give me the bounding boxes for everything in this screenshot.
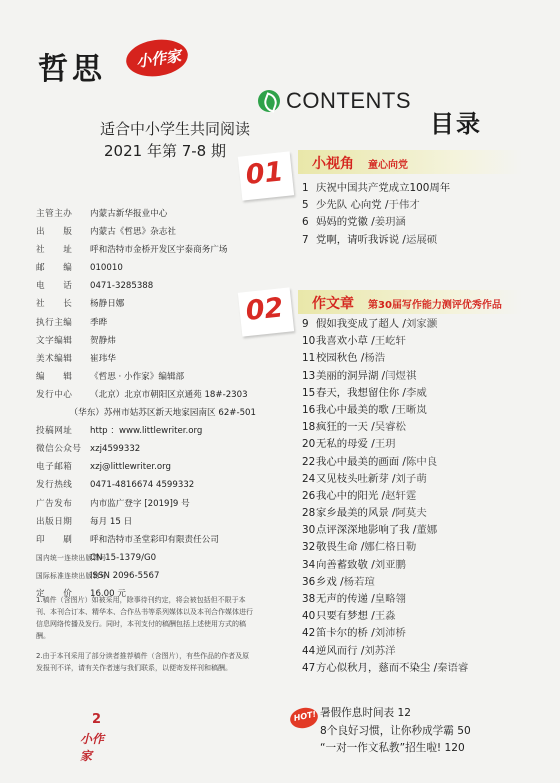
imprint-value: xzj@littlewriter.org (90, 462, 171, 473)
imprint-label: 投稿网址 (36, 426, 73, 437)
imprint-row (36, 223, 256, 241)
imprint-row (36, 531, 256, 549)
article-author: 李威 (405, 386, 427, 399)
article-page: 42 (302, 627, 316, 640)
logo-badge (124, 36, 190, 80)
article-title: 我心中的阳光 / (316, 489, 386, 502)
imprint-label: 主管主办 (36, 209, 73, 219)
section-header-bar (298, 290, 522, 314)
article-page: 18 (302, 421, 316, 434)
section-number-badge (238, 151, 294, 200)
article-title: 笛卡尔的桥 / (316, 627, 375, 640)
imprint-value: 0471-4816674 4599332 (90, 480, 195, 491)
imprint-label: 电 话 (36, 281, 73, 292)
imprint-value: 《哲思 · 小作家》编辑部 (90, 371, 185, 382)
imprint-label: 定 价 (36, 588, 73, 599)
imprint-value: （华东）苏州市姑苏区新天地家园南区 62#-501 (69, 408, 256, 419)
imprint-label: 文字编辑 (36, 335, 73, 346)
article-author: 陈中良 (405, 455, 438, 468)
imprint-row (36, 259, 256, 277)
magazine-subtitle: 适合中小学生共同阅读 (100, 120, 251, 138)
article-page: 32 (302, 541, 316, 554)
section-header-bar (298, 150, 522, 174)
contents-title-cn: 目录 (430, 110, 482, 138)
article-entry[interactable] (298, 419, 528, 436)
article-author: 杨浩 (364, 352, 386, 365)
article-author: 赵轩霆 (385, 489, 417, 502)
imprint-row (36, 386, 256, 404)
article-author: 姜玥涵 (374, 216, 406, 229)
article-page: 10 (302, 335, 316, 348)
imprint-row (36, 440, 256, 458)
article-page: 36 (302, 575, 316, 588)
imprint-value: 季晔 (90, 317, 108, 328)
hot-badge (288, 705, 320, 730)
article-entry[interactable] (298, 539, 528, 556)
imprint-row (36, 332, 256, 350)
article-author: 吴睿松 (374, 421, 406, 434)
article-page: 6 (302, 216, 309, 229)
article-entry[interactable] (298, 660, 528, 677)
article-author: 闫煜祺 (385, 369, 417, 382)
article-author: 刘苏洋 (364, 644, 396, 657)
article-title: 假如我变成了超人 / (316, 318, 406, 330)
article-page: 47 (302, 661, 316, 674)
imprint-row (36, 205, 256, 223)
article-entry[interactable] (298, 333, 528, 350)
article-entry[interactable] (298, 232, 528, 249)
article-author: 王晰岚 (395, 403, 427, 416)
article-title: 妈妈的党徽 / (316, 216, 375, 229)
imprint-row (36, 368, 256, 386)
article-title: 我喜欢小草 / (316, 335, 375, 348)
article-author: 董娜 (416, 524, 438, 537)
note-1: 1.稿件（含图片）如被采用，除事待刊约定，将会被包括但不限于本刊、本刊合订本、精华本、合作丛书等系列媒体以及本刊合作媒体进行信息网络传播及发行。同时，本刊支付的稿酬包括上述使用方式的稿酬。 (36, 596, 253, 640)
article-page: 38 (302, 593, 316, 605)
article-entry[interactable] (298, 488, 528, 505)
article-title: 无声的传递 / (316, 593, 375, 605)
article-author: 阿莫夫 (395, 507, 427, 520)
section-title: 小视角 (312, 156, 354, 172)
extra-entry[interactable]: “一对一作文私教”招生啦! 120 (320, 742, 465, 754)
article-page: 13 (302, 369, 316, 382)
imprint-value: （北京）北京市朝阳区京通苑 18#-2303 (90, 389, 248, 400)
section-article-list (298, 180, 528, 249)
article-page: 1 (302, 182, 309, 194)
imprint-row (36, 422, 256, 440)
imprint-label: 美术编辑 (36, 353, 73, 364)
imprint-row (36, 350, 256, 368)
article-author: 刘子萌 (395, 472, 427, 485)
imprint-label: 编 辑 (36, 371, 73, 382)
imprint-row (36, 495, 256, 513)
leaf-icon (258, 90, 280, 112)
imprint-row (36, 567, 256, 585)
imprint-label: 执行主编 (36, 317, 73, 328)
imprint-row (36, 277, 256, 295)
article-title: 方心似秋月，慈而不染尘 / (316, 661, 438, 674)
article-page: 40 (302, 610, 316, 623)
article-title: 我心中最美的画面 / (316, 455, 406, 468)
article-author: 刘沛桥 (374, 627, 406, 640)
article-author: 王玥 (374, 438, 396, 451)
imprint-label (36, 404, 70, 422)
article-entry[interactable] (298, 591, 528, 608)
article-page: 11 (302, 352, 316, 365)
imprint-value: http ：www.littlewriter.org (90, 426, 203, 437)
article-entry[interactable] (298, 574, 528, 591)
article-page: 20 (302, 438, 316, 451)
imprint-label: 发行中心 (36, 389, 73, 400)
article-page: 26 (302, 489, 316, 502)
article-title: 无私的母爱 / (316, 438, 375, 451)
imprint-value: 贺静炜 (90, 335, 116, 346)
featured-extras (320, 705, 535, 758)
article-author: 杨若瑄 (343, 575, 375, 588)
article-page: 5 (302, 199, 309, 212)
article-page: 30 (302, 524, 316, 537)
article-title: 向善蓄致敬 / (316, 558, 375, 571)
contents-title-en: CONTENTS (286, 88, 411, 113)
article-page: 9 (302, 318, 309, 330)
imprint-value: 崔玮华 (90, 353, 116, 364)
article-page: 7 (302, 233, 309, 246)
article-title: 美丽的洞异湖 / (316, 369, 386, 382)
article-entry[interactable] (298, 557, 528, 574)
imprint-value: CN 15-1379/G0 (90, 552, 157, 563)
imprint-label: 社 址 (36, 245, 73, 256)
article-entry[interactable] (298, 368, 528, 385)
logo-badge-text: 小作家 (135, 46, 183, 71)
article-page: 24 (302, 472, 316, 485)
issue-label: 2021 年第 7-8 期 (104, 142, 226, 160)
imprint-label: 邮 编 (36, 263, 73, 274)
section-number: 01 (244, 156, 285, 192)
article-title: 只要有梦想 / (316, 610, 375, 623)
extra-entry[interactable]: 8个良好习惯，让你秒成学霸 50 (320, 724, 471, 737)
logo-name: 哲思 (38, 52, 106, 87)
imprint-value: xzj4599332 (90, 444, 141, 455)
article-author: 于伟才 (388, 199, 420, 212)
imprint-label: 国际标准连续出版物号 (36, 571, 107, 580)
hot-badge-text: HOT! (292, 709, 317, 724)
imprint-label: 电子邮箱 (36, 462, 73, 473)
article-title: 春天，我想留住你 / (316, 386, 406, 399)
article-page: 15 (302, 386, 316, 399)
article-page: 44 (302, 644, 316, 657)
imprint-row (36, 476, 256, 494)
article-title: 又见枝头吐新芽 / (316, 472, 396, 485)
magazine-logo (38, 40, 198, 87)
imprint-value: 内市监广登字 [2019]9 号 (90, 498, 190, 509)
contents-header (258, 88, 538, 138)
article-entry[interactable] (298, 197, 528, 214)
article-entry[interactable] (298, 180, 528, 197)
article-title: 党啊，请听我诉说 / (316, 233, 406, 246)
article-entry[interactable] (298, 608, 528, 625)
article-entry[interactable] (298, 316, 528, 333)
article-title: 疯狂的一天 / (316, 421, 375, 434)
imprint-info (36, 205, 256, 603)
imprint-value: 呼和浩特市金桥开发区宇泰商务广场 (90, 245, 228, 256)
article-title: 少先队 心向党 / (316, 199, 389, 212)
section-number: 02 (244, 292, 285, 328)
imprint-row (36, 458, 256, 476)
article-entry[interactable] (298, 505, 528, 522)
article-page: 22 (302, 455, 316, 468)
extra-entry[interactable]: 暑假作息时间表 12 (320, 707, 412, 719)
article-page: 16 (302, 403, 316, 416)
section-title: 作文章 (312, 296, 354, 312)
article-entry[interactable] (298, 471, 528, 488)
article-page: 34 (302, 558, 316, 571)
article-author: 秦语睿 (437, 661, 469, 674)
article-author: 刘家灏 (405, 318, 438, 330)
imprint-label: 出 版 (36, 227, 73, 238)
article-title: 乡戏 / (316, 575, 344, 588)
imprint-row (36, 513, 256, 531)
imprint-label: 广告发布 (36, 498, 73, 509)
article-entry[interactable] (298, 350, 528, 367)
section-number-badge (238, 287, 294, 336)
article-author: 王淼 (374, 610, 396, 623)
article-author: 运展硕 (405, 233, 438, 246)
article-entry[interactable] (298, 454, 528, 471)
imprint-label: 国内统一连续出版物号 (36, 553, 107, 562)
article-title: 逆风而行 / (316, 644, 365, 657)
article-title: 点评深深地影响了我 / (316, 524, 417, 537)
note-2: 2.由于本刊采用了部分读者推荐稿件（含图片），有些作品的作者及原发报刊不详，请有关作者速与我们联系，以便寄发样刊和稿酬。 (36, 652, 250, 672)
article-author: 刘亚鹏 (374, 558, 406, 571)
imprint-value: 杨静日娜 (90, 299, 125, 310)
article-author: 皇略翎 (374, 593, 406, 605)
imprint-row (36, 314, 256, 332)
imprint-value: 内蒙古《哲思》杂志社 (90, 227, 176, 238)
article-entry[interactable] (298, 214, 528, 231)
article-title: 家乡最美的风景 / (316, 507, 396, 520)
page-number: 2 (92, 712, 102, 727)
imprint-value: 0471-3285388 (90, 281, 154, 292)
article-author: 王屹轩 (374, 335, 406, 348)
section-subtitle: 童心向党 (368, 160, 408, 171)
article-author: 娜仁格日勒 (364, 541, 417, 554)
imprint-row (36, 404, 256, 422)
imprint-label: 发行热线 (36, 480, 73, 491)
article-entry[interactable] (298, 625, 528, 642)
imprint-label: 社 长 (36, 299, 73, 310)
article-title: 庆祝中国共产党成立100周年 (316, 182, 451, 194)
article-title: 敬畏生命 / (316, 541, 365, 554)
imprint-label: 出版日期 (36, 516, 73, 527)
article-page: 28 (302, 507, 316, 520)
copyright-notes (36, 594, 254, 674)
imprint-label: 微信公众号 (36, 444, 82, 455)
imprint-value: ISSN 2096-5567 (90, 570, 160, 581)
imprint-row (36, 295, 256, 313)
imprint-value: 呼和浩特市圣堂彩印有限责任公司 (90, 534, 219, 545)
imprint-value: 内蒙古新华报业中心 (90, 209, 168, 219)
imprint-row (36, 241, 256, 259)
section-article-list (298, 316, 528, 677)
article-entry[interactable] (298, 402, 528, 419)
article-entry[interactable] (298, 522, 528, 539)
article-title: 我心中最美的歌 / (316, 403, 396, 416)
imprint-value: 16.00 元 (90, 588, 126, 599)
imprint-value: 010010 (90, 263, 123, 274)
imprint-label: 印 刷 (36, 534, 73, 545)
article-entry[interactable] (298, 385, 528, 402)
page-number-block (80, 712, 114, 763)
page-mini-logo: 小作家 (80, 732, 105, 763)
article-entry[interactable] (298, 643, 528, 660)
imprint-value: 每月 15 日 (90, 516, 133, 527)
article-title: 校园秋色 / (316, 352, 365, 365)
article-entry[interactable] (298, 436, 528, 453)
section-subtitle: 第30届写作能力测评优秀作品 (368, 300, 502, 311)
imprint-row (36, 549, 256, 567)
